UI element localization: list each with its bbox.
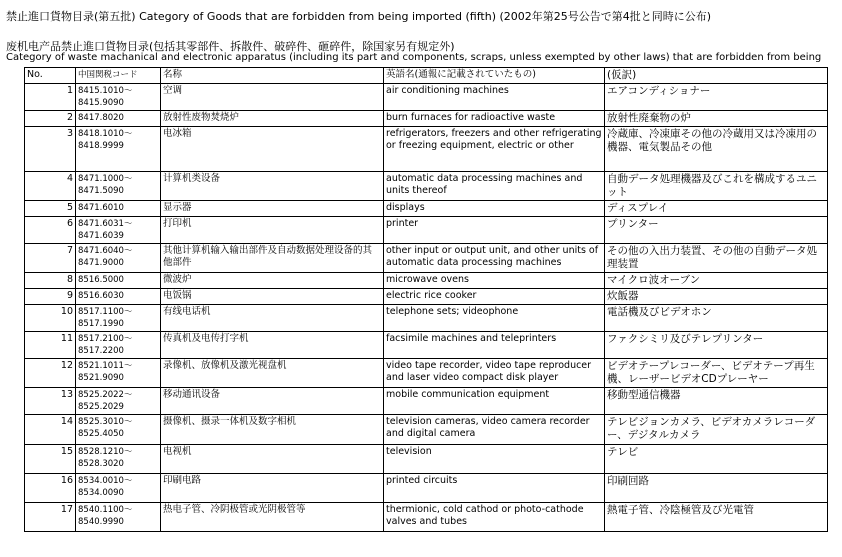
japanese-translation: ディスプレイ [605,201,828,217]
page-title: 禁止進口貨物目录(第五批) Category of Goods that are forbidden from being imported (fifth) (2002年第25号公告で第4批と同時に公布) [6,10,712,23]
english-name: electric rice cooker [384,289,605,305]
table-row [25,388,828,415]
table-row [25,359,828,388]
japanese-translation: 自動データ処理機器及びこれを構成するユニット [605,172,828,201]
english-name: air conditioning machines [384,84,605,111]
table-row [25,445,828,474]
chinese-name: 显示器 [161,201,384,217]
tariff-code: 8525.2022～ 8525.2029 [76,388,161,415]
tariff-code: 8540.1100～ 8540.9990 [76,503,161,532]
english-name: printed circuits [384,474,605,503]
english-name: mobile communication equipment [384,388,605,415]
tariff-code: 8471.1000～ 8471.5090 [76,172,161,201]
chinese-name: 印刷电路 [161,474,384,503]
japanese-translation: その他の入出力装置、その他の自動データ処理装置 [605,244,828,273]
tariff-code: 8517.2100～ 8517.2200 [76,332,161,359]
chinese-name: 摄像机、摄录一体机及数字相机 [161,415,384,445]
header-code: 中国関税コード [76,68,161,84]
row-number: 2 [25,111,76,127]
japanese-translation: 冷蔵庫、冷凍庫その他の冷蔵用又は冷凍用の機器、電気製品その他 [605,127,828,172]
header-english-name: 英語名(通報に記載されていたもの) [384,68,605,84]
subtitle-english: Category of waste machanical and electronic apparatus (including its part and components, scraps, unless exempted by other laws) that are forbidden from being [6,52,822,63]
chinese-name: 录像机、放像机及激光视盘机 [161,359,384,388]
table-row [25,305,828,332]
row-number: 4 [25,172,76,201]
table-row [25,172,828,201]
chinese-name: 空调 [161,84,384,111]
chinese-name: 热电子管、冷阴极管或光阴极管等 [161,503,384,532]
chinese-name: 移动通讯设备 [161,388,384,415]
table-row [25,111,828,127]
row-number: 1 [25,84,76,111]
tariff-code: 8471.6040～ 8471.9000 [76,244,161,273]
row-number: 3 [25,127,76,172]
english-name: automatic data processing machines and units thereof [384,172,605,201]
table-row [25,273,828,289]
japanese-translation: 炊飯器 [605,289,828,305]
subtitle-chinese: 废机电产品禁止進口貨物目录(包括其零部件、拆散件、破碎件、砸碎件，除国家另有规定外) [6,40,455,53]
english-name: facsimile machines and teleprinters [384,332,605,359]
chinese-name: 电视机 [161,445,384,474]
table-row [25,84,828,111]
row-number: 9 [25,289,76,305]
japanese-translation: テレビジョンカメラ、ビデオカメラレコーダー、デジタルカメラ [605,415,828,445]
table-row [25,332,828,359]
chinese-name: 打印机 [161,217,384,244]
row-number: 12 [25,359,76,388]
row-number: 8 [25,273,76,289]
english-name: displays [384,201,605,217]
table-row [25,217,828,244]
japanese-translation: マイクロ波オーブン [605,273,828,289]
tariff-code: 8534.0010～ 8534.0090 [76,474,161,503]
english-name: television cameras, video camera recorder and digital camera [384,415,605,445]
tariff-code: 8415.1010～ 8415.9090 [76,84,161,111]
english-name: video tape recorder, video tape reproducer and laser video compact disk player [384,359,605,388]
japanese-translation: 印刷回路 [605,474,828,503]
chinese-name: 其他计算机输入输出部件及自动数据处理设备的其他部件 [161,244,384,273]
tariff-code: 8418.1010～ 8418.9999 [76,127,161,172]
tariff-code: 8525.3010～ 8525.4050 [76,415,161,445]
english-name: burn furnaces for radioactive waste [384,111,605,127]
english-name: thermionic, cold cathod or photo-cathode valves and tubes [384,503,605,532]
tariff-code: 8471.6010 [76,201,161,217]
english-name: other input or output unit, and other units of automatic data processing machines [384,244,605,273]
table-row [25,244,828,273]
row-number: 7 [25,244,76,273]
row-number: 13 [25,388,76,415]
chinese-name: 微波炉 [161,273,384,289]
header-japanese-translation: (仮訳) [605,68,828,84]
row-number: 6 [25,217,76,244]
english-name: telephone sets; videophone [384,305,605,332]
tariff-code: 8517.1100～ 8517.1990 [76,305,161,332]
tariff-code: 8516.6030 [76,289,161,305]
table-row [25,415,828,445]
japanese-translation: 移動型通信機器 [605,388,828,415]
table-row [25,503,828,532]
english-name: microwave ovens [384,273,605,289]
header-no: No. [25,68,76,84]
tariff-code: 8521.1011～ 8521.9090 [76,359,161,388]
japanese-translation: 熱電子管、冷陰極管及び光電管 [605,503,828,532]
japanese-translation: ビデオテープレコーダー、ビデオテープ再生機、レーザービデオCDプレーヤー [605,359,828,388]
header-chinese-name: 名称 [161,68,384,84]
tariff-code: 8417.8020 [76,111,161,127]
tariff-code: 8516.5000 [76,273,161,289]
row-number: 5 [25,201,76,217]
chinese-name: 放射性废物焚烧炉 [161,111,384,127]
table-row [25,201,828,217]
goods-table [24,67,828,532]
english-name: printer [384,217,605,244]
row-number: 10 [25,305,76,332]
chinese-name: 有线电话机 [161,305,384,332]
chinese-name: 传真机及电传打字机 [161,332,384,359]
table-row [25,474,828,503]
japanese-translation: プリンター [605,217,828,244]
japanese-translation: 放射性廃棄物の炉 [605,111,828,127]
english-name: television [384,445,605,474]
row-number: 16 [25,474,76,503]
japanese-translation: エアコンディショナー [605,84,828,111]
row-number: 15 [25,445,76,474]
row-number: 17 [25,503,76,532]
row-number: 14 [25,415,76,445]
english-name: refrigerators, freezers and other refrigerating or freezing equipment, electric or other [384,127,605,172]
tariff-code: 8471.6031～ 8471.6039 [76,217,161,244]
chinese-name: 电冰箱 [161,127,384,172]
chinese-name: 计算机类设备 [161,172,384,201]
japanese-translation: テレビ [605,445,828,474]
japanese-translation: ファクシミリ及びテレプリンター [605,332,828,359]
table-header-row [25,68,828,84]
row-number: 11 [25,332,76,359]
chinese-name: 电饭锅 [161,289,384,305]
table-row [25,289,828,305]
tariff-code: 8528.1210～ 8528.3020 [76,445,161,474]
table-row [25,127,828,172]
japanese-translation: 電話機及びビデオホン [605,305,828,332]
